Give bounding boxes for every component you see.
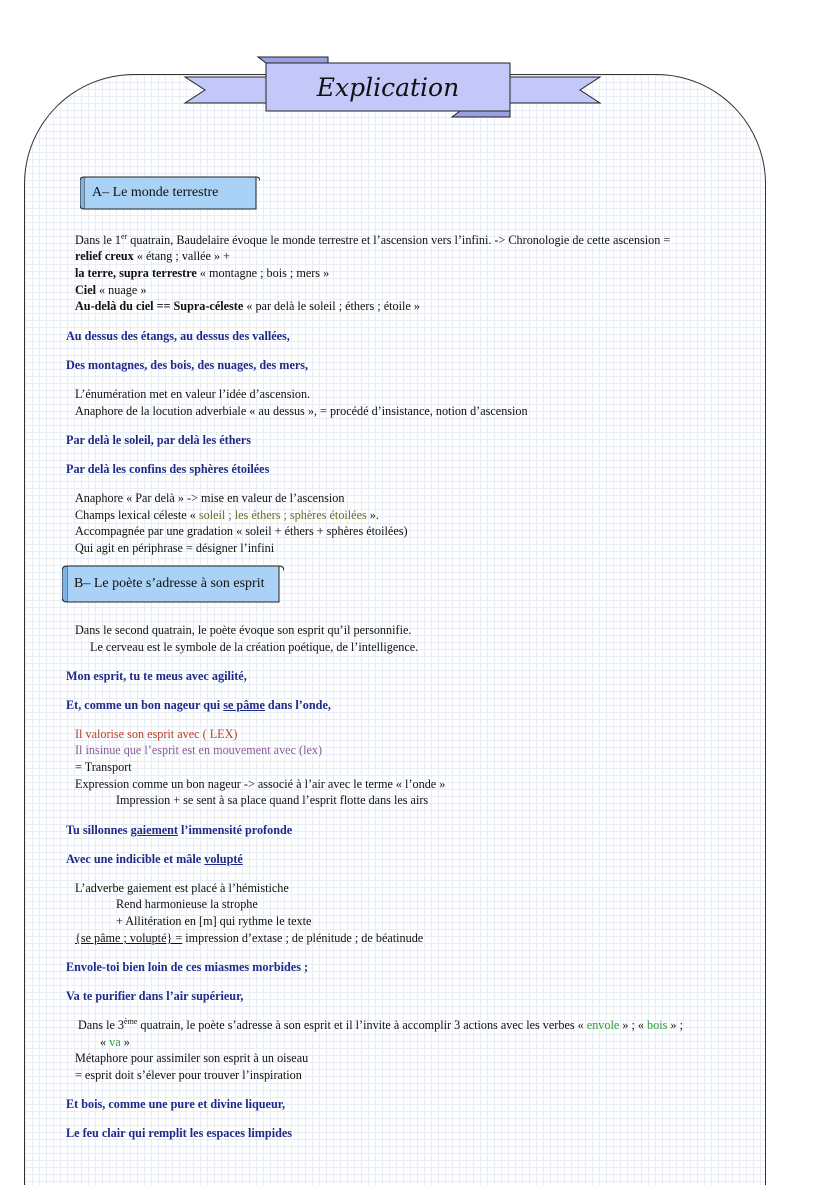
paragraph-line: Accompagnée par une gradation « soleil + éthers + sphères étoilées): [75, 524, 408, 538]
paragraph-line: L’énumération met en valeur l’idée d’ascension.: [75, 387, 311, 401]
verse-line: Par delà les confins des sphères étoilées: [66, 462, 270, 476]
paragraph-line: Expression comme un bon nageur -> associé à l’air avec le terme « l’onde »: [75, 777, 446, 791]
paragraph-line: Qui agit en périphrase = désigner l’infini: [75, 541, 275, 555]
page-title: Explication: [316, 72, 460, 102]
paragraph-line: {se pâme ; volupté} = impression d’extase ; de plénitude ; de béatinude: [75, 931, 424, 945]
verse-line: Par delà le soleil, par delà les éthers: [66, 433, 252, 447]
paragraph-line: = esprit doit s’élever pour trouver l’inspiration: [75, 1068, 302, 1082]
paragraph-line: Dans le second quatrain, le poète évoque son esprit qu’il personnifie.: [75, 623, 412, 637]
verse-line: Et, comme un bon nageur qui se pâme dans l’onde,: [66, 698, 331, 712]
paragraph-line: Impression + se sent à sa place quand l’esprit flotte dans les airs: [116, 793, 429, 807]
verse-line: Tu sillonnes gaiement l’immensité profonde: [66, 823, 293, 837]
paragraph-line: = Transport: [75, 760, 132, 774]
verse-line: Envole-toi bien loin de ces miasmes morbides ;: [66, 960, 309, 974]
verse-line: Au dessus des étangs, au dessus des vallées,: [66, 329, 290, 343]
paragraph-line: Dans le 3ème quatrain, le poète s’adresse à son esprit et il l’invite à accomplir 3 actions avec les verbes « envole » ; « bois » ;: [78, 1016, 683, 1032]
section-heading-b-label: B– Le poète s’adresse à son esprit: [74, 576, 265, 591]
paragraph-line: Champs lexical céleste « soleil ; les éthers ; sphères étoilées ».: [75, 508, 379, 522]
section-heading-a-label: A– Le monde terrestre: [92, 185, 219, 200]
paragraph-line: L’adverbe gaiement est placé à l’hémistiche: [75, 881, 289, 895]
paragraph-line: Anaphore « Par delà » -> mise en valeur de l’ascension: [75, 491, 345, 505]
paragraph-line: Il valorise son esprit avec ( LEX): [75, 727, 238, 741]
verse-line: Avec une indicible et mâle volupté: [66, 852, 243, 866]
paragraph-line: Il insinue que l’esprit est en mouvement avec (lex): [75, 743, 323, 757]
paragraph-line: Ciel « nuage »: [75, 283, 147, 297]
paragraph-line: Le cerveau est le symbole de la création poétique, de l’intelligence.: [90, 640, 419, 654]
verse-line: Va te purifier dans l’air supérieur,: [66, 989, 244, 1003]
verse-line: Mon esprit, tu te meus avec agilité,: [66, 669, 247, 683]
paragraph-line: « va »: [100, 1035, 130, 1049]
paragraph-line: la terre, supra terrestre « montagne ; bois ; mers »: [75, 266, 330, 280]
paragraph-line: Dans le 1er quatrain, Baudelaire évoque le monde terrestre et l’ascension vers l’infini. -> Chronologie de cette ascension =: [75, 231, 671, 247]
verse-line: Des montagnes, des bois, des nuages, des mers,: [66, 358, 309, 372]
paragraph-line: Métaphore pour assimiler son esprit à un oiseau: [75, 1051, 309, 1065]
paragraph-line: relief creux « étang ; vallée » +: [75, 249, 230, 263]
verse-line: Le feu clair qui remplit les espaces limpides: [66, 1126, 293, 1140]
paragraph-line: + Allitération en [m] qui rythme le texte: [116, 914, 312, 928]
verse-line: Et bois, comme une pure et divine liqueur,: [66, 1097, 286, 1111]
paragraph-line: Rend harmonieuse la strophe: [116, 897, 258, 911]
paragraph-line: Anaphore de la locution adverbiale « au dessus », = procédé d’insistance, notion d’ascension: [75, 404, 528, 418]
paragraph-line: Au-delà du ciel == Supra-céleste « par delà le soleil ; éthers ; étoile »: [75, 299, 420, 313]
